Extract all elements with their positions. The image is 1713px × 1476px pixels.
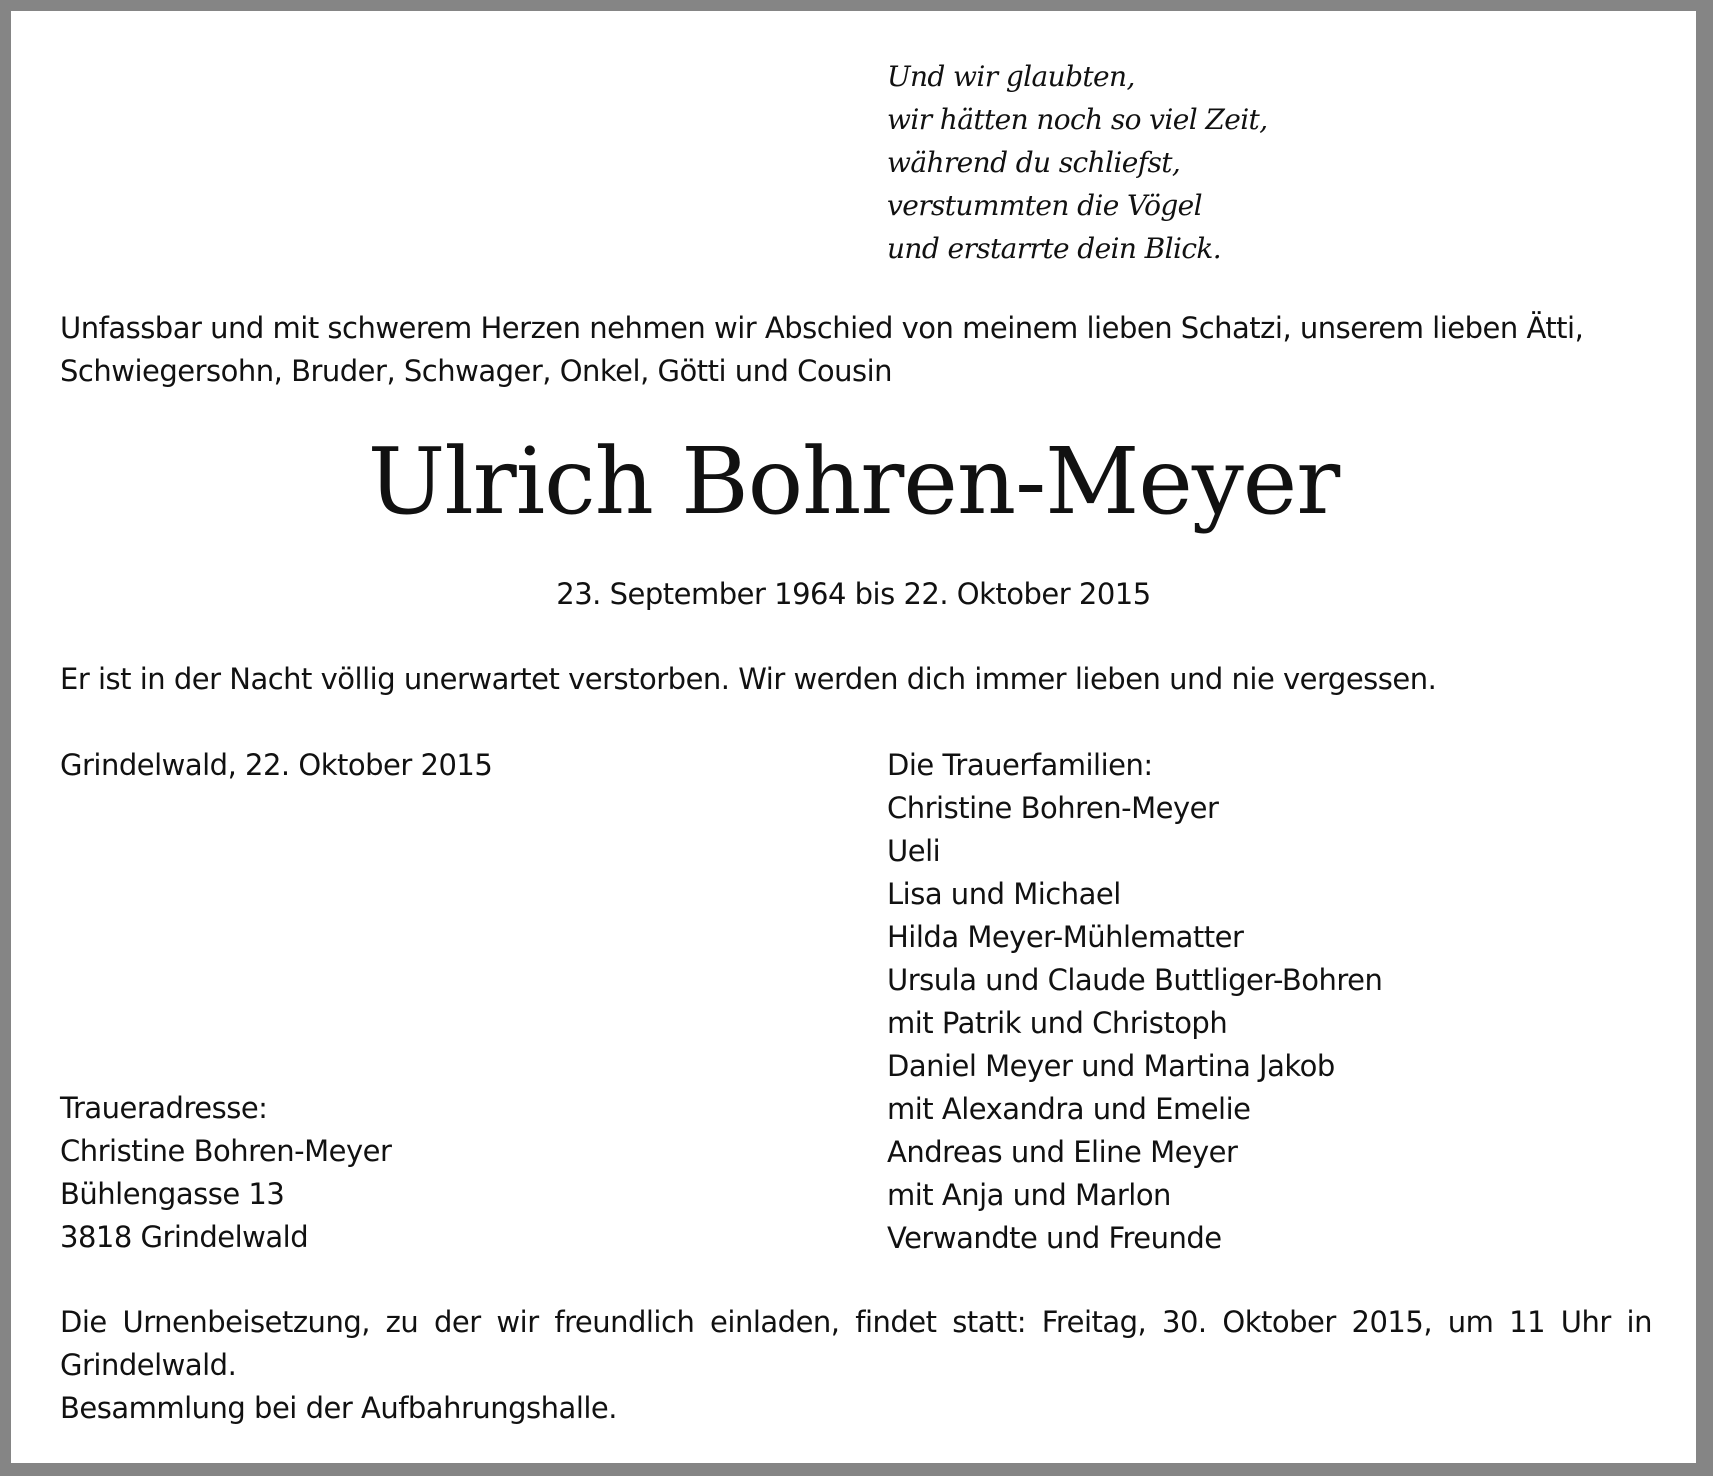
ceremony-info: [60, 1301, 1652, 1430]
ceremony-text: Die Urnenbeisetzung, zu der wir freundlich einladen, findet statt: Freitag, 30. Oktober 2015, um 11 Uhr in Grindelwald.: [60, 1305, 1652, 1382]
mourning-address: [60, 1087, 391, 1259]
family-member: Andreas und Eline Meyer: [887, 1135, 1238, 1169]
poem-line: und erstarrte dein Blick.: [887, 232, 1222, 265]
family-member: mit Anja und Marlon: [887, 1178, 1171, 1212]
address-line: 3818 Grindelwald: [60, 1220, 309, 1254]
family-member: Lisa und Michael: [887, 877, 1121, 911]
address-line: Christine Bohren-Meyer: [60, 1134, 392, 1168]
mourning-families: [887, 744, 1382, 1260]
family-member: Christine Bohren-Meyer: [887, 791, 1219, 825]
gathering-text: Besammlung bei der Aufbahrungshalle.: [60, 1391, 617, 1425]
families-heading: Die Trauerfamilien:: [887, 748, 1153, 782]
deceased-name: Ulrich Bohren-Meyer: [367, 428, 1340, 535]
statement-text: Er ist in der Nacht völlig unerwartet verstorben. Wir werden dich immer lieben und nie vergessen.: [60, 662, 1437, 696]
address-heading: Traueradresse:: [60, 1091, 268, 1125]
poem-line: verstummten die Vögel: [887, 189, 1202, 222]
family-member: Hilda Meyer-Mühlematter: [887, 920, 1244, 954]
poem-line: wir hätten noch so viel Zeit,: [887, 103, 1268, 136]
poem: [887, 55, 1268, 270]
family-member: mit Alexandra und Emelie: [887, 1092, 1251, 1126]
intro-text: Unfassbar und mit schwerem Herzen nehmen wir Abschied von meinem lieben Schatzi, unserem lieben Ätti, Schwiegersohn, Bruder, Schwager, Onkel, Götti und Cousin: [60, 311, 1584, 388]
family-member: Verwandte und Freunde: [887, 1221, 1222, 1255]
life-dates: 23. September 1964 bis 22. Oktober 2015: [556, 577, 1151, 611]
place-date: Grindelwald, 22. Oktober 2015: [60, 748, 493, 782]
family-member: Ursula und Claude Buttliger-Bohren: [887, 963, 1383, 997]
family-member: Ueli: [887, 834, 941, 868]
address-line: Bühlengasse 13: [60, 1177, 285, 1211]
family-member: Daniel Meyer und Martina Jakob: [887, 1049, 1335, 1083]
family-member: mit Patrik und Christoph: [887, 1006, 1228, 1040]
poem-line: während du schliefst,: [887, 146, 1181, 179]
poem-line: Und wir glaubten,: [887, 60, 1135, 93]
obituary-notice: [11, 11, 1696, 1463]
